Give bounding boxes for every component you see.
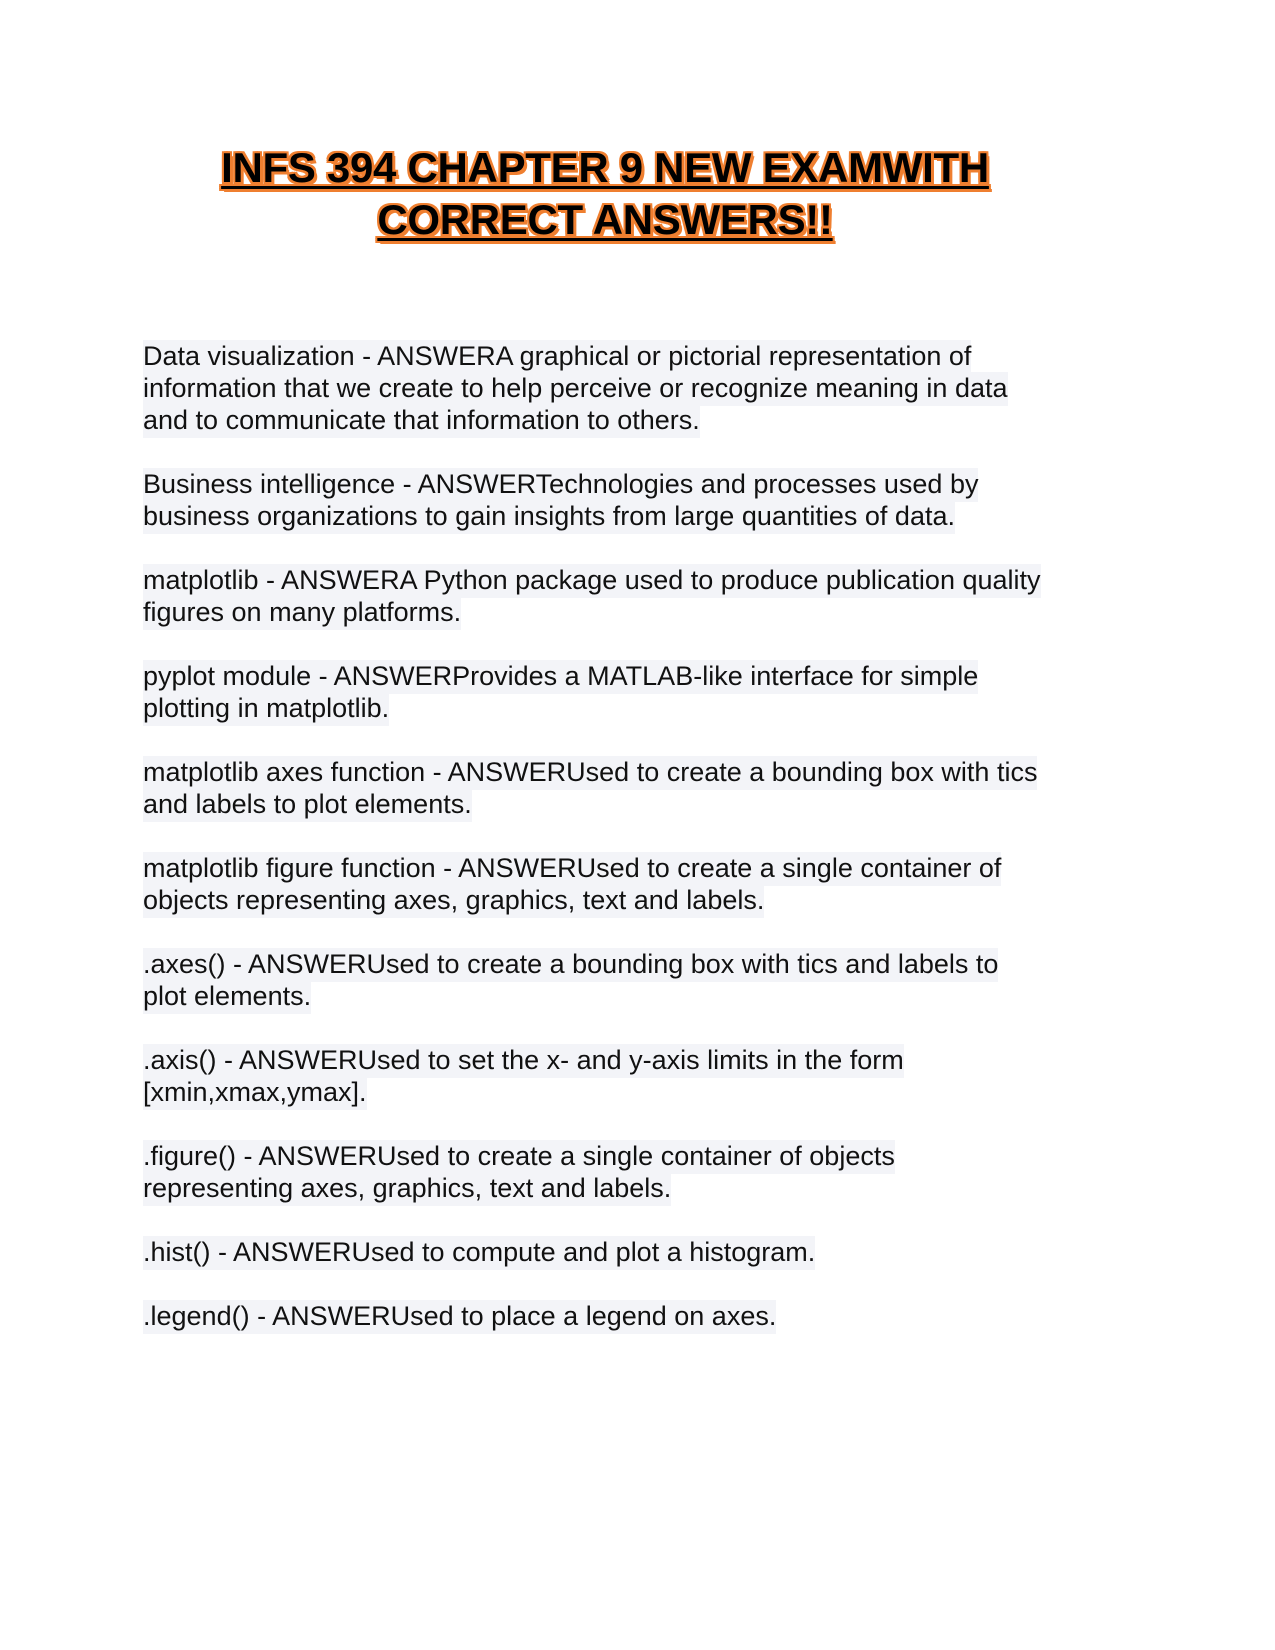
qa-item-axes-function (143, 756, 1143, 820)
title-text: CORRECT ANSWERS!! (377, 196, 833, 243)
qa-item-business-intelligence (143, 468, 1143, 532)
qa-item-figure-method (143, 1140, 1143, 1204)
qa-line: business organizations to gain insights from large quantities of data. (143, 500, 955, 534)
qa-item-legend-method (143, 1300, 1143, 1332)
qa-line: [xmin,xmax,ymax]. (143, 1076, 367, 1110)
qa-item-axis-method (143, 1044, 1143, 1108)
qa-line: .figure() - ANSWERUsed to create a single container of objects (143, 1140, 895, 1174)
qa-line: plotting in matplotlib. (143, 692, 389, 726)
qa-line: and labels to plot elements. (143, 788, 472, 822)
qa-item-matplotlib (143, 564, 1143, 628)
document-title (0, 142, 1210, 246)
qa-item-hist-method (143, 1236, 1143, 1268)
qa-line: .axes() - ANSWERUsed to create a bounding box with tics and labels to (143, 948, 998, 982)
qa-line: Business intelligence - ANSWERTechnologies and processes used by (143, 468, 978, 502)
qa-line: plot elements. (143, 980, 311, 1014)
title-line-1 (0, 142, 1210, 194)
qa-line: matplotlib - ANSWERA Python package used to produce publication quality (143, 564, 1041, 598)
qa-line: Data visualization - ANSWERA graphical or pictorial representation of (143, 340, 971, 374)
title-line-2 (0, 194, 1210, 246)
qa-line: pyplot module - ANSWERProvides a MATLAB-like interface for simple (143, 660, 978, 694)
qa-line: .axis() - ANSWERUsed to set the x- and y-axis limits in the form (143, 1044, 904, 1078)
qa-line: and to communicate that information to others. (143, 404, 700, 438)
qa-item-pyplot-module (143, 660, 1143, 724)
qa-line: figures on many platforms. (143, 596, 461, 630)
qa-list (143, 340, 1143, 1364)
qa-item-data-visualization (143, 340, 1143, 436)
qa-line: matplotlib axes function - ANSWERUsed to create a bounding box with tics (143, 756, 1037, 790)
qa-line: matplotlib figure function - ANSWERUsed to create a single container of (143, 852, 1001, 886)
qa-line: representing axes, graphics, text and labels. (143, 1172, 671, 1206)
qa-line: .hist() - ANSWERUsed to compute and plot a histogram. (143, 1236, 815, 1270)
title-text: INFS 394 CHAPTER 9 NEW EXAMWITH (221, 144, 989, 191)
qa-line: objects representing axes, graphics, text and labels. (143, 884, 764, 918)
qa-line: .legend() - ANSWERUsed to place a legend on axes. (143, 1300, 776, 1334)
qa-item-figure-function (143, 852, 1143, 916)
qa-item-axes-method (143, 948, 1143, 1012)
qa-line: information that we create to help perceive or recognize meaning in data (143, 372, 1008, 406)
